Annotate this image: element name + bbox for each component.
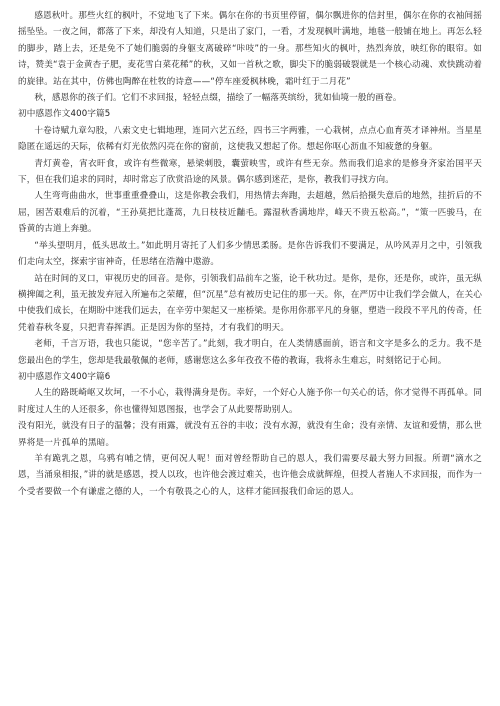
section-essay-5 bbox=[18, 106, 482, 369]
paragraph: 人生弯弯曲曲水，世事重重叠叠山，这是你教会我们，用热情去奔跑，去超越，然后拾摄失意后的地然，挂折后的不屈，困苦艰难后的沉着，“王孙莫把比蓬蒿，九日枝枝近黼毛。露湿秋香满地岸，峰天不贵五松高。”，“策一匹骏马，在昏黄的古道上奔驰。 bbox=[18, 191, 482, 235]
section-heading: 初中感恩作文400字篇5 bbox=[18, 109, 111, 120]
paragraph: 十卷诗赋九章勾股，八索文史七辑地理，连同六艺五经，四书三字两雅，一心栽树，点点心血育英才译神州。当星星隐匿在遥远的天际，依稀有灯光依然闪亮在你的窗前，这使我又想起了你。想起你呕心沥血不知疲惫的身躯。 bbox=[18, 125, 482, 153]
paragraph: 老师，千言万语，我也只能说，“您辛苦了。”此刻，我才明白，在人类情感面前，语言和文字是多么的乏力。我不是您最出色的学生，您却是我最敬佩的老师，感谢您这么多年孜孜不倦的教诲，我将永生难忘，时刻铭记于心间。 bbox=[18, 339, 482, 366]
paragraph: 没有阳光，就没有日子的温馨；没有雨露，就没有五谷的丰收；没有水源，就没有生命；没有亲情、友谊和爱情，那么世界将是一片孤单的黑暗。 bbox=[18, 421, 482, 448]
paragraph: 站在时间的叉口，审视历史的回音。是你，引领我们品前车之鉴，论千秋功过。是你，是你，还是你，或许，虽无纵横捭阖之利，虽无披发弃冠入所遍布之荣耀，但“沉星”总有被历史记住的那一天。你，在严厉中让我们学会做人，在关心中使我们成长，在期盼中迷我们远去，在辛劳中架起又一座桥梁。是你用你那平凡的身躯，塑造一段段不平凡的传奇，任凭着春秋冬夏，只把青春挥洒。正是因为你的坚持，才有我们的明天。 bbox=[18, 273, 482, 333]
paragraph: 青灯黄卷，宵衣旰食，或许有些微寒，悬梁刺股，囊萤映雪，或许有些无奈。然而我们追求的是修身齐家治国平天下，但在我们追求的同时，却时常忘了欣赏沿途的风景。偶尔感到迷茫，是你，教我们寻找方向。 bbox=[18, 158, 482, 186]
paragraph: “举头望明月，低头思故土。”如此明月寄托了人们多少情思柔肠。是你告诉我们不要满足，从吟风弄月之中，引领我们走向太空，探索宇宙神奇，任思绪在浩瀚中遨游。 bbox=[18, 240, 482, 268]
section-intro bbox=[18, 8, 482, 106]
paragraph: 秋，感恩你的孩子们。它们不求回报，轻轻点缀，描绘了一幅落英缤纷，犹如仙境一般的画卷。 bbox=[34, 93, 402, 104]
section-heading: 初中感恩作文400字篇6 bbox=[18, 371, 111, 382]
section-essay-6 bbox=[18, 369, 482, 500]
paragraph: 人生的路既崎岖又坎坷，一不小心，栽得满身是伤。幸好，一个好心人施予你一句关心的话，你才觉得不再孤单。同时度过人生的人还很多，你也懂得知恩图报，也学会了从此要帮助别人。 bbox=[18, 388, 482, 415]
paragraph: 羊有跪乳之恩，乌鸦有哺之情，更何况人呢！面对曾经帮助自己的恩人，我们需要尽最大努力回报。所谓“滴水之恩，当涌泉相报，”讲的就是感恩，授人以玫，也许他会渡过难关，也许他会成就辉煌，但授人者施人不求回报，而作为一个受者要做一个有谦虚之德的人，一个有敬畏之心的人，这样才能回报我们命运的恩人。 bbox=[18, 453, 482, 497]
paragraph: 感恩秋叶。那些火红的枫叶，不觉地飞了下来。偶尔在你的书页里停留，偶尔飘进你的信封里，偶尔在你的衣袖间摇摇坠坠。一夜之间，都落了下来，却没有人知道，只是出了家门，一看，才发现枫叶满地，地毯一般铺在地上。再怎么轻的脚步，踏上去，还是免不了她们脆弱的身躯支离破碎“咔吱”的一身。那些知火的枫叶，热烈奔放，映红你的眼帘。如诗，赞美“袁于金黄杏子肥，麦花雪白菜花稀”的秋，又如一首秋之歌，脚尖下的脆弱破裂就是一个核心动魂、欢快跳动着的旋律。站在其中，仿佛也陶醉在杜牧的诗意——“停车座爱枫林晚，霜叶红于二月花” bbox=[18, 11, 482, 87]
